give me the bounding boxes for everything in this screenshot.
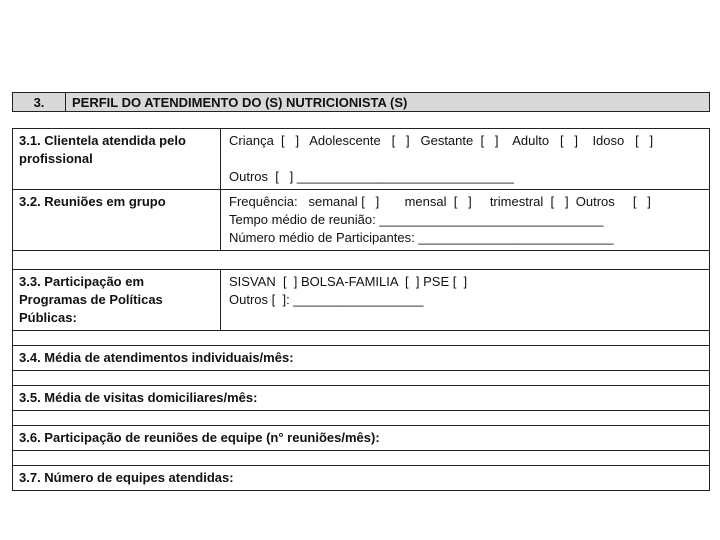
individuais-label: 3.4. Média de atendimentos individuais/mês:	[19, 350, 294, 365]
equipe-label: 3.6. Participação de reuniões de equipe (n° reuniões/mês):	[19, 430, 380, 445]
clientela-options[interactable]: Criança [ ] Adolescente [ ] Gestante [ ] Adulto [ ] Idoso [ ]	[229, 133, 654, 148]
section-title: PERFIL DO ATENDIMENTO DO (S) NUTRICIONISTA (S)	[72, 94, 408, 110]
spacer-row	[13, 251, 709, 270]
programas-value	[221, 270, 709, 330]
reunioes-value	[221, 190, 709, 250]
clientela-value	[221, 129, 709, 189]
row-individuais[interactable]	[13, 346, 709, 371]
row-clientela	[13, 129, 709, 190]
equipes-atendidas-label: 3.7. Número de equipes atendidas:	[19, 470, 234, 485]
visitas-label: 3.5. Média de visitas domiciliares/mês:	[19, 390, 258, 405]
spacer-row	[13, 371, 709, 386]
clientela-others[interactable]: Outros [ ] ______________________________	[229, 169, 514, 184]
spacer-row	[13, 451, 709, 466]
spacer-row	[13, 411, 709, 426]
section-header	[12, 92, 710, 112]
programas-label: 3.3. Participação em Programas de Políticas Públicas:	[13, 270, 221, 330]
spacer-row	[13, 331, 709, 346]
row-programas	[13, 270, 709, 331]
profile-form-table	[12, 128, 710, 491]
row-equipe[interactable]	[13, 426, 709, 451]
reunioes-frequency[interactable]: Frequência: semanal [ ] mensal [ ] trimestral [ ] Outros [ ]	[229, 194, 651, 209]
row-equipes-atendidas[interactable]	[13, 466, 709, 490]
row-visitas[interactable]	[13, 386, 709, 411]
reunioes-time[interactable]: Tempo médio de reunião: _______________________________	[229, 212, 604, 227]
programas-others[interactable]: Outros [ ]: __________________	[229, 292, 424, 307]
reunioes-participants[interactable]: Número médio de Participantes: ___________________________	[229, 230, 614, 245]
row-reunioes	[13, 190, 709, 251]
programas-options[interactable]: SISVAN [ ] BOLSA-FAMILIA [ ] PSE [ ]	[229, 274, 468, 289]
section-number: 3.	[13, 93, 66, 111]
reunioes-label: 3.2. Reuniões em grupo	[13, 190, 221, 250]
clientela-label: 3.1. Clientela atendida pelo profissional	[13, 129, 221, 189]
